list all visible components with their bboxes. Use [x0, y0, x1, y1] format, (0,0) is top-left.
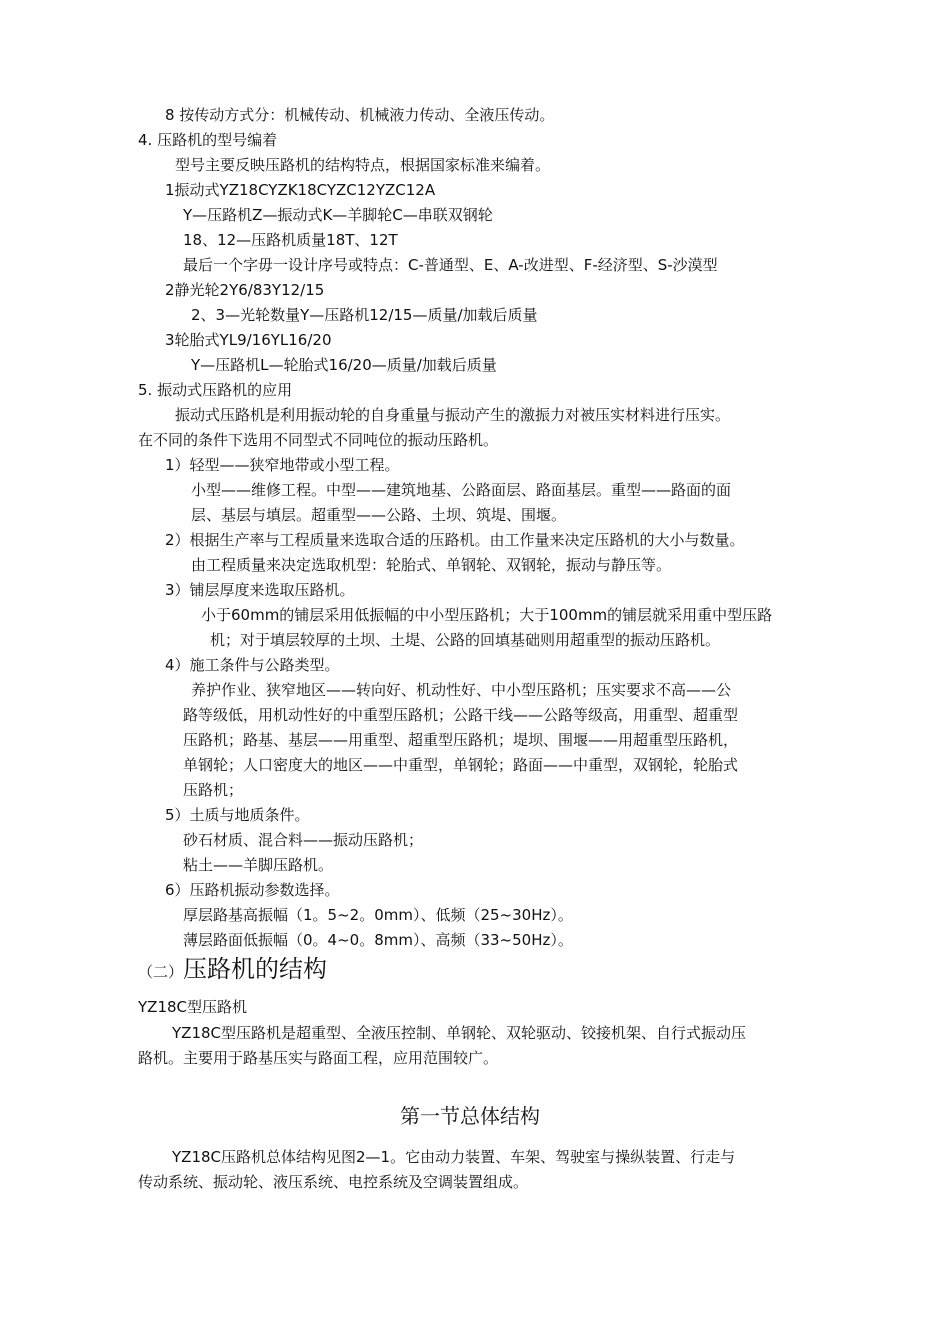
- text-line: 1振动式YZ18CYZK18CYZC12YZC12A: [165, 181, 436, 199]
- text-line: 砂石材质、混合料——振动压路机；: [183, 831, 424, 849]
- text-line: Y—压路机Z—振动式K—羊脚轮C—串联双钢轮: [183, 206, 493, 224]
- text-line: 小型——维修工程。中型——建筑地基、公路面层、路面基层。重型——路面的面: [191, 481, 732, 499]
- text-line: 18、12—压路机质量18T、12T: [183, 231, 398, 249]
- text-line: 厚层路基高振幅（1。5~2。0mm）、低频（25~30Hz）。: [183, 906, 573, 924]
- subsection-heading: YZ18C型压路机: [138, 998, 247, 1016]
- text-line: YZ18C压路机总体结构见图2—1。它由动力装置、车架、驾驶室与操纵装置、行走与: [172, 1148, 736, 1166]
- text-line: 层、基层与填层。超重型——公路、土坝、筑堤、围堰。: [191, 506, 567, 524]
- text-line: 由工程质量来决定选取机型：轮胎式、单钢轮、双钢轮，振动与静压等。: [191, 556, 672, 574]
- text-line: 路等级低，用机动性好的中重型压路机；公路干线——公路等级高，用重型、超重型: [183, 706, 739, 724]
- text-line: 2、3—光轮数量Y—压路机12/15—质量/加载后质量: [191, 306, 538, 324]
- text-line: 养护作业、狭窄地区——转向好、机动性好、中小型压路机；压实要求不高——公: [191, 681, 732, 699]
- text-line: 薄层路面低振幅（0。4~0。8mm）、高频（33~50Hz）。: [183, 931, 573, 949]
- text-line: 路机。主要用于路基压实与路面工程，应用范围较广。: [138, 1049, 499, 1067]
- text-line: 3）铺层厚度来选取压路机。: [165, 581, 355, 599]
- section-title: 第一节总体结构: [400, 1104, 540, 1128]
- text-line: 传动系统、振动轮、液压系统、电控系统及空调装置组成。: [138, 1173, 529, 1191]
- text-line: 压路机；路基、基层——用重型、超重型压路机；堤坝、围堰——用超重型压路机，: [183, 731, 739, 749]
- text-line: 振动式压路机是利用振动轮的自身重量与振动产生的激振力对被压实材料进行压实。: [175, 406, 731, 424]
- section-heading: 5. 振动式压路机的应用: [138, 381, 293, 399]
- text-line: 粘土——羊脚压路机。: [183, 856, 334, 874]
- text-line: 单钢轮；人口密度大的地区——中重型，单钢轮；路面——中重型，双钢轮，轮胎式: [183, 756, 739, 774]
- text-line: 机；对于填层较厚的土坝、土堤、公路的回填基础则用超重型的振动压路机。: [210, 631, 721, 649]
- chapter-heading-title: 压路机的结构: [183, 955, 328, 983]
- chapter-heading: [138, 955, 327, 986]
- text-line: 8 按传动方式分：机械传动、机械液力传动、全液压传动。: [165, 106, 555, 124]
- section-heading: 4. 压路机的型号编着: [138, 131, 278, 149]
- text-line: 在不同的条件下选用不同型式不同吨位的振动压路机。: [138, 431, 499, 449]
- text-line: 3轮胎式YL9/16YL16/20: [165, 331, 332, 349]
- chapter-heading-prefix: （二）: [138, 963, 184, 981]
- text-line: 5）土质与地质条件。: [165, 806, 310, 824]
- text-line: 1）轻型——狭窄地带或小型工程。: [165, 456, 400, 474]
- text-line: 4）施工条件与公路类型。: [165, 656, 340, 674]
- text-line: 压路机；: [183, 781, 244, 799]
- text-line: 小于60mm的铺层采用低振幅的中小型压路机；大于100mm的铺层就采用重中型压路: [201, 606, 773, 624]
- text-line: YZ18C型压路机是超重型、全液压控制、单钢轮、双轮驱动、铰接机架、自行式振动压: [172, 1024, 747, 1042]
- text-line: Y—压路机L—轮胎式16/20—质量/加载后质量: [191, 356, 497, 374]
- text-line: 型号主要反映压路机的结构特点，根据国家标准来编着。: [175, 156, 551, 174]
- text-line: 2）根据生产率与工程质量来选取合适的压路机。由工作量来决定压路机的大小与数量。: [165, 531, 745, 549]
- text-line: 6）压路机振动参数选择。: [165, 881, 340, 899]
- text-line: 2静光轮2Y6/83Y12/15: [165, 281, 325, 299]
- text-line: 最后一个字毋一设计序号或特点：C-普通型、E、A-改进型、F-经济型、S-沙漠型: [183, 256, 718, 274]
